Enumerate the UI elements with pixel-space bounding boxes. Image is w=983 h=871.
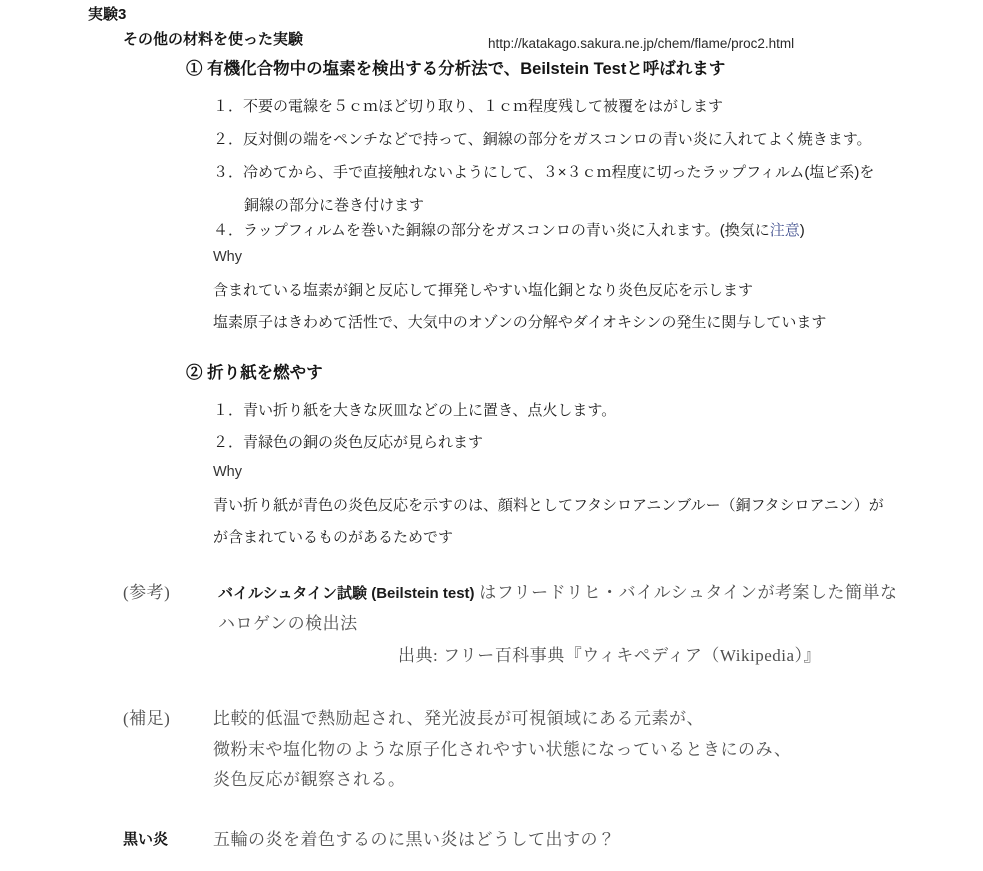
experiment2-step1: １．青い折り紙を大きな灰皿などの上に置き、点火します。 [213,402,617,419]
black-flame-question: 五輪の炎を着色するのに黒い炎はどうして出すの？ [213,830,616,849]
reference-description [218,583,898,603]
black-flame-label: 黒い炎 [123,831,169,848]
section-subtitle: その他の材料を使った実験 [123,31,304,48]
reference-description-rest: はフリードリヒ・バイルシュタインが考案した簡単な [474,583,898,602]
experiment1-step4-text: ４．ラップフィルムを巻いた銅線の部分をガスコンロの青い炎に入れます。(換気に [213,222,770,239]
reference-description-line2: ハロゲンの検出法 [218,614,358,633]
supplement-line2: 微粉末や塩化物のような原子化されやすい状態になっているときにのみ、 [213,740,792,759]
experiment1-heading: ① 有機化合物中の塩素を検出する分析法で、Beilstein Testと呼ばれます [186,60,726,78]
experiment1-step1: １．不要の電線を５ｃｍほど切り取り、１ｃｍ程度残して被覆をはがします [213,98,724,115]
page-title: 実験3 [88,6,127,23]
supplement-line3: 炎色反応が観察される。 [213,770,406,789]
experiment2-why-line1: 青い折り紙が青色の炎色反応を示すのは、顔料としてフタシロアニンブルー（銅フタシロアニン）が [213,497,884,514]
experiment1-step4 [213,222,805,240]
experiment1-why-line1: 含まれている塩素が銅と反応して揮発しやすい塩化銅となり炎色反応を示します [213,282,754,299]
experiment2-step2: ２．青緑色の銅の炎色反応が見られます [213,434,484,451]
experiment1-step2: ２．反対側の端をペンチなどで持って、銅線の部分をガスコンロの青い炎に入れてよく焼きます。 [213,131,872,148]
experiment2-why-line2: が含まれているものがあるためです [213,529,454,546]
reference-label: (参考) [123,583,171,602]
reference-source: 出典: フリー百科事典『ウィキペディア（Wikipedia）』 [398,646,822,665]
experiment1-step4-closing-paren: ) [799,222,805,239]
experiment1-step3-continuation: 銅線の部分に巻き付けます [244,197,425,214]
reference-term: バイルシュタイン試験 (Beilstein test) [218,585,475,602]
supplement-line1: 比較的低温で熱励起され、発光波長が可視領域にある元素が、 [213,709,705,728]
supplement-label: (補足) [123,709,171,728]
experiment2-why-label: Why [213,464,242,480]
experiment1-why-line2: 塩素原子はきわめて活性で、大気中のオゾンの分解やダイオキシンの発生に関与しています [213,314,827,331]
source-url: http://katakago.sakura.ne.jp/chem/flame/proc2.html [488,36,795,51]
experiment1-why-label: Why [213,249,242,265]
experiment2-heading: ② 折り紙を燃やす [186,364,323,382]
caution-text: 注意 [769,222,800,239]
experiment1-step3: ３．冷めてから、手で直接触れないようにして、３×３ｃｍ程度に切ったラップフィルム(塩ビ系)を [213,164,875,181]
